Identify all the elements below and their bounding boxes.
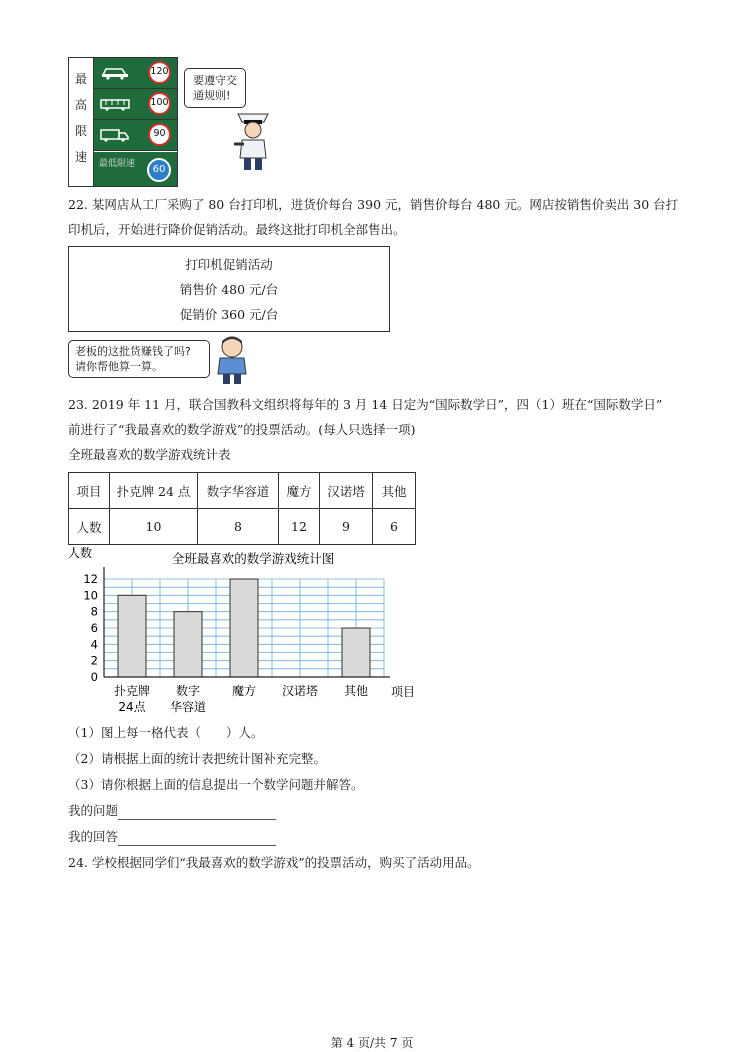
bubble-text: 老板的这批货赚钱了吗?: [75, 345, 191, 358]
x-tick-label: 扑克牌 24点: [113, 684, 151, 714]
speed-limit-value: 120: [148, 61, 171, 84]
speed-row-car: [94, 58, 177, 89]
bubble-text: 通规则!: [193, 89, 231, 102]
my-answer-line: [68, 828, 276, 846]
q23-sub1: （1）图上每一格代表（ ）人。: [68, 725, 264, 740]
speed-row-bus: [94, 89, 177, 120]
y-tick-label: 2: [90, 653, 98, 668]
table-cell: 汉诺塔: [320, 473, 373, 509]
y-axis-label: 人数: [68, 546, 93, 560]
answer-blank[interactable]: [118, 831, 276, 846]
q23-sub2: （2）请根据上面的统计表把统计图补充完整。: [68, 751, 326, 766]
x-tick-label: 汉诺塔: [281, 684, 319, 698]
q22-text-line1: 22. 某网店从工厂采购了 80 台打印机，进货价每台 390 元，销售价每台 480 元。网店按销售价卖出 30 台打: [68, 197, 679, 212]
side-char: 速: [74, 150, 87, 164]
table-cell: 12: [279, 509, 320, 545]
truck-icon: [100, 128, 130, 142]
q24-text-line1: 24. 学校根据同学们“我最喜欢的数学游戏”的投票活动，购买了活动用品。: [68, 855, 480, 870]
side-char: 最: [74, 72, 87, 86]
y-tick-label: 0: [90, 670, 98, 684]
bar-chart: [68, 545, 428, 717]
x-axis-label: 项目: [391, 685, 416, 699]
min-speed-value: 60: [147, 158, 171, 182]
speed-sign-side-label: [69, 58, 94, 186]
printer-promo-box: [68, 246, 390, 332]
q23-sub3: （3）请你根据上面的信息提出一个数学问题并解答。: [68, 777, 364, 792]
table-cell: 10: [110, 509, 198, 545]
bar: [118, 595, 146, 677]
x-tick-label: 数字华容道: [169, 684, 207, 714]
speed-limit-value: 100: [148, 92, 171, 115]
y-tick-label: 8: [90, 604, 98, 619]
x-tick-label: 其他: [343, 684, 369, 698]
min-speed-label: 最低限速: [99, 159, 136, 169]
x-tick-label: 魔方: [231, 684, 257, 698]
min-speed-row: [94, 152, 177, 186]
bus-icon: [100, 97, 130, 111]
table-cell: 魔方: [279, 473, 320, 509]
q23-text-line1: 23. 2019 年 11 月，联合国教科文组织将每年的 3 月 14 日定为“国际数学日”，四（1）班在“国际数学日”: [68, 397, 663, 412]
y-tick-label: 6: [90, 621, 98, 635]
stat-table-title: 全班最喜欢的数学游戏统计表: [68, 447, 231, 462]
police-speech-bubble: [184, 68, 246, 108]
bar: [230, 579, 258, 677]
bubble-text: 要遵守交: [193, 74, 237, 87]
promo-box-title: 打印机促销活动: [185, 257, 273, 272]
bar: [174, 612, 202, 677]
table-cell: 6: [373, 509, 416, 545]
answer-blank[interactable]: [118, 805, 276, 820]
speed-row-truck: [94, 120, 177, 151]
table-cell: 人数: [69, 509, 110, 545]
page-footer: 第 4 页/共 7 页: [330, 1036, 414, 1050]
chart-title: 全班最喜欢的数学游戏统计图: [171, 551, 335, 566]
my-question-label: 我的问题: [68, 803, 119, 818]
table-row: [69, 509, 416, 545]
car-icon: [100, 66, 130, 80]
speed-limit-sign: [68, 57, 178, 187]
y-tick-label: 10: [83, 588, 98, 603]
bubble-text: 请你帮他算一算。: [75, 360, 163, 373]
y-tick-label: 12: [83, 572, 98, 586]
bar: [342, 628, 370, 677]
boy-illustration: [212, 334, 252, 386]
table-header-row: [69, 473, 416, 509]
traffic-police-illustration: [232, 108, 274, 172]
table-cell: 8: [198, 509, 279, 545]
side-char: 限: [74, 124, 87, 138]
my-answer-label: 我的回答: [68, 829, 119, 844]
q23-text-line2: 前进行了“我最喜欢的数学游戏”的投票活动。(每人只选择一项): [68, 422, 416, 437]
table-cell: 数字华容道: [198, 473, 279, 509]
table-cell: 扑克牌 24 点: [110, 473, 198, 509]
promo-price: 促销价 360 元/台: [179, 307, 279, 322]
side-char: 高: [74, 98, 87, 112]
sale-price: 销售价 480 元/台: [179, 282, 279, 297]
q22-text-line2: 印机后，开始进行降价促销活动。最终这批打印机全部售出。: [68, 222, 406, 237]
table-cell: 9: [320, 509, 373, 545]
my-question-line: [68, 802, 276, 820]
speed-limit-value: 90: [148, 123, 171, 146]
vote-stat-table: [68, 472, 416, 545]
table-cell: 其他: [373, 473, 416, 509]
boss-speech-bubble: [68, 340, 210, 378]
table-cell: 项目: [69, 473, 110, 509]
y-tick-label: 4: [90, 637, 98, 652]
